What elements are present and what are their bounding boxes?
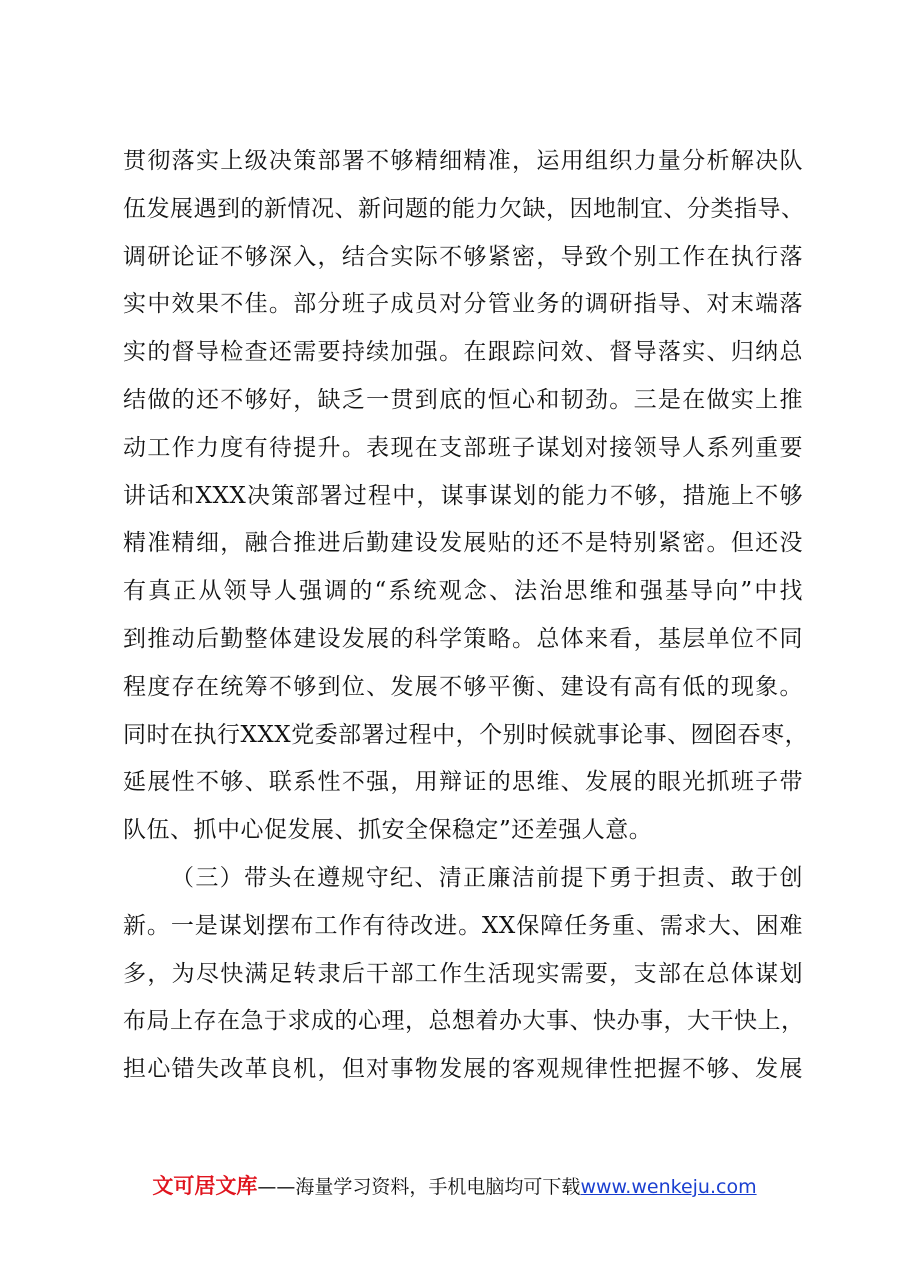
paragraph: [123, 138, 809, 855]
text-line: 结做的还不够好，缺乏一贯到底的恒心和韧劲。三是在做实上推: [123, 386, 803, 413]
text-line: 讲话和XXX决策部署过程中，谋事谋划的能力不够，措施上不够: [123, 482, 803, 509]
footer-link[interactable]: www.wenkeju.com: [580, 1176, 757, 1198]
text-line: 新。一是谋划摆布工作有待改进。XX保障任务重、需求大、困难: [123, 912, 803, 939]
text-line: 实的督导检查还需要持续加强。在跟踪问效、督导落实、归纳总: [123, 339, 803, 366]
text-line: 实中效果不佳。部分班子成员对分管业务的调研指导、对末端落: [123, 291, 803, 318]
text-line: 延展性不够、联系性不强，用辩证的思维、发展的眼光抓班子带: [123, 769, 803, 796]
text-line: 布局上存在急于求成的心理，总想着办大事、快办事，大干快上，: [123, 1008, 805, 1035]
footer-tagline: ——海量学习资料，手机电脑均可下载: [257, 1176, 581, 1198]
text-line: 伍发展遇到的新情况、新问题的能力欠缺，因地制宜、分类指导、: [123, 195, 805, 222]
text-line: 精准精细，融合推进后勤建设发展贴的还不是特别紧密。但还没: [123, 530, 803, 557]
text-line: 队伍、抓中心促发展、抓安全保稳定”还差强人意。: [123, 817, 653, 844]
text-line: 到推动后勤整体建设发展的科学策略。总体来看，基层单位不同: [123, 625, 803, 652]
text-line: 调研论证不够深入，结合实际不够紧密，导致个别工作在执行落: [123, 243, 803, 270]
document-body: [123, 138, 809, 1094]
text-line: 担心错失改革良机，但对事物发展的客观规律性把握不够、发展: [123, 1056, 803, 1083]
footer-brand: 文可居文库: [152, 1174, 258, 1198]
text-line: 同时在执行XXX党委部署过程中，个别时候就事论事、囫囵吞枣，: [123, 721, 809, 748]
text-line: 程度存在统筹不够到位、发展不够平衡、建设有高有低的现象。: [123, 673, 803, 700]
text-line: 多，为尽快满足转隶后干部工作生活现实需要，支部在总体谋划: [123, 960, 803, 987]
text-line: 动工作力度有待提升。表现在支部班子谋划对接领导人系列重要: [123, 434, 803, 461]
paragraph: [123, 855, 803, 1094]
footer-banner: [0, 1170, 909, 1200]
text-line: 贯彻落实上级决策部署不够精细精准，运用组织力量分析解决队: [123, 148, 803, 174]
text-line: （三）带头在遵规守纪、清正廉洁前提下勇于担责、敢于创: [171, 864, 803, 891]
text-line: 有真正从领导人强调的“系统观念、法治思维和强基导向”中找: [123, 578, 803, 605]
